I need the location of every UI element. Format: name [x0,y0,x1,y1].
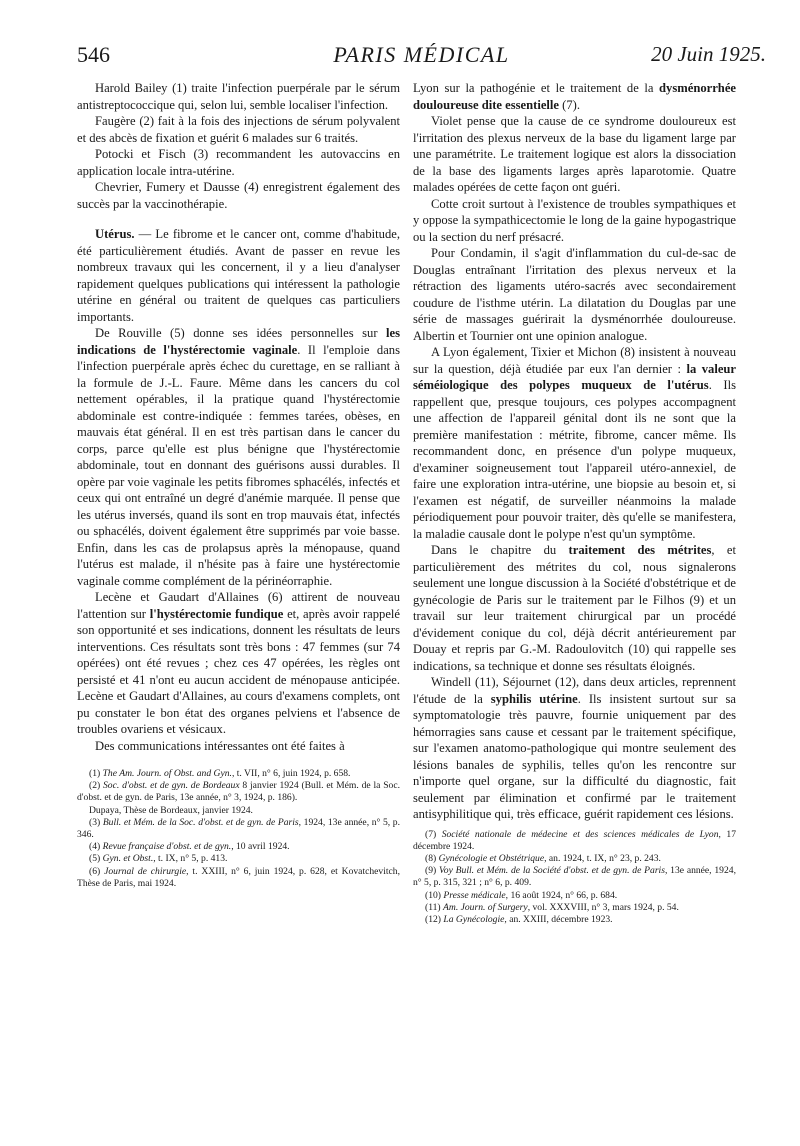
bold-term: traitement des métrites [568,543,712,557]
text: , et particulièrement des métrites du col, nous signalerons seulement une longue discussion à la Société d'obstétrique et de gynécologie de Paris sur le traitement par le Filhos (9) et un travail sur leur traitement chirurgical par un procédé d'évidement conique du col, déjà décrit antérieurement par Douay et repris par G.-M. Radoulovitch (10) qui rappelle ses indications, sa technique et donne ses résultats éloignés. [413,543,737,673]
footnote: (11) Am. Journ. of Surgery, vol. XXXVIII, n° 3, mars 1924, p. 54. [425,901,679,913]
paragraph [77,325,400,589]
paragraph [413,80,736,113]
text: . Ils rappellent que, presque toujours, ces polypes accompagnent une affection de l'appareil génital dont ils ne sont que la première manifestation : métrite, fibrome, cancer même. Ils recommandent donc, en présence d'un polype muqueux, d'examiner soigneusement tout l'appareil utéro-annexiel, de faire une exploration intra-utérine, une biopsie au besoin et, si l'examen est négatif, de surveiller néanmoins la malade périodiquement pour pouvoir traiter, dès qu'elle se manifestera, la maladie causale dont le polype n'est qu'un symptôme. [413,378,737,541]
paragraph: Violet pense que la cause de ce syndrome douloureux est l'irritation des plexus nerveux de la base du ligament large par une paramétrite. Le traitement logique est alors la dissociation de la base des ligaments larges après laparotomie. Quatre malades opérées de cette façon ont guéri. [413,114,736,194]
paragraph: Pour Condamin, il s'agit d'inflammation du cul-de-sac de Douglas entraînant l'irritation des plexus nerveux et la rétraction des ligaments utéro-sacrés avec secondairement coudure de l'isthme utérin. La dilatation du Douglas par une série de massages guérirait la dysménorrhée douloureuse. Albertin et Tournier ont une opinion analogue. [413,246,736,343]
footnote: (8) Gynécologie et Obstétrique, an. 1924, t. IX, n° 23, p. 243. [425,852,661,864]
text: . Ils insistent surtout sur sa symptomatologie très pauvre, fournie uniquement par des hémorragies sans cause et cessant par le traitement spécifique, sur l'examen anatomo-pathologique qui montre seulement des lésions banales de syphilis, telles qu'on les rencontre sur n'importe quel organe, sur la difficulté du diagnostic, fait seulement par élimination et confirmé par le traitement antisyphilitique qui, très efficace, guérit rapidement ces lésions. [413,691,736,821]
paragraph: Chevrier, Fumery et Dausse (4) enregistrent également des succès par la vaccinothérapie. [77,180,400,211]
section-heading: Utérus. [95,227,135,241]
footnote: (4) Revue française d'obst. et de gyn., 10 avril 1924. [89,841,290,853]
text: De Rouville (5) donne ses idées personnelles sur [95,326,386,340]
page-number: 546 [77,42,110,67]
bold-term: les indications de l'hystérectomie vaginale [77,326,400,357]
footnotes-right [413,829,736,927]
footnote: (12) La Gynécologie, an. XXIII, décembre 1923. [425,913,613,925]
bold-term: l'hystérectomie fundique [149,606,284,621]
footnote: (1) The Am. Journ. of Obst. and Gyn., t. VII, n° 6, juin 1924, p. 658. [89,768,351,779]
paragraph [413,542,736,674]
text: A Lyon également, Tixier et Michon (8) insistent à nouveau sur la question, déjà étudiée par eux l'an dernier : [413,345,736,376]
footnote: (7) Société nationale de médecine et des sciences médicales de Lyon, 17 décembre 1924. [413,828,737,852]
footnote: (6) Journal de chirurgie, t. XXIII, n° 6, juin 1924, p. 628, et Kovatchevitch, Thèse de Paris, mai 1924. [77,865,401,889]
paragraph-text: — Le fibrome et le cancer ont, comme d'habitude, été particulièrement étudiés. Avant de passer en revue les nombreux travaux qui les concernent, il y a lieu d'analyser rapidement quelques publications qui intéressent la pathologie utérine en général ou traitent de quelques cas particuliers importants. [77,227,400,324]
text: . Il l'emploie dans l'infection puerpérale après échec du curettage, en se ralliant à la formule de J.-L. Faure. Même dans les cancers du col nettement opérables, il la pratique quand l'hystérectomie abdominale est contre-indiquée : femmes tarées, obèses, en mauvais état général. Il en est très partisan dans le cancer du corps, parce qu'elle est plus bénigne que l'hystérectomie abdominale, tout en donnant des guérisons aussi durables. Il opère par voie vaginale les petits fibromes sphacélés, infectés et ceux qui ont entraîné un degré d'anémie marquée. Il pense que les utérus inversés, quand ils sont en trop mauvais état, infectés ou sphacélés, doivent également être supprimés par voie basse. Enfin, dans les cas de prolapsus après la ménopause, quand l'utérus est malade, il n'hésite pas à faire une hystérectomie vaginale comme complément de la périnéorraphie. [77,342,400,588]
footnotes-left [77,768,400,890]
paragraph [413,344,736,542]
footnote: (10) Presse médicale, 16 août 1924, n° 66, p. 684. [425,889,618,901]
text: (7). [559,97,580,112]
bold-term: la valeur séméiologique des polypes muqueux de l'utérus [413,361,736,392]
footnote: (2) Soc. d'obst. et de gyn. de Bordeaux 8 janvier 1924 (Bull. et Mém. de la Soc. d'obst. et de gyn. de Paris, 13e année, n° 3, 1924, p. 186). [77,780,400,804]
paragraph: Potocki et Fisch (3) recommandent les autovaccins en application locale intra-utérine. [77,147,400,178]
text: Windell (11), Séjournet (12), dans deux articles, reprennent l'étude de la [413,675,736,706]
paragraph: Cotte croit surtout à l'existence de troubles sympathiques et y oppose la sympathicectomie le long de la gaine hypogastrique ou la section du nerf présacré. [413,196,736,244]
section-uterus [77,226,400,325]
text: Dans le chapitre du [431,543,569,557]
bold-term: dysménorrhée douloureuse dite essentielle [413,81,736,112]
footnote: (3) Bull. et Mém. de la Soc. d'obst. et de gyn. de Paris, 1924, 13e année, n° 5, p. 346. [77,816,400,841]
footnote: (5) Gyn. et Obst., t. IX, n° 5, p. 413. [89,853,228,865]
paragraph [77,589,400,738]
bold-term: syphilis utérine [490,691,578,706]
paragraph [413,674,736,823]
footnote: (9) Voy Bull. et Mém. de la Société d'obst. et de gyn. de Paris, 13e année, 1924, n° 5, p. 315, 321 ; n° 6, p. 409. [413,865,736,889]
journal-title: PARIS MÉDICAL [333,42,510,67]
paragraph: Des communications intéressantes ont été faites à [95,738,345,753]
text: et, après avoir rappelé son opportunité et ses indications, donnent les résultats de leurs interventions. Ces résultats sont très bons : 47 femmes (sur 74 opérées) ont été revues ; chez ces 47 opérées, les règles ont persisté et 41 n'ont eu aucun accident de ménopause anticipée. Lecène et Gaudart d'Allaines, au cours d'examens complets, ont pu constater le bon état des organes pelviens et l'absence de troubles ovariens et vésicaux. [77,606,401,736]
paragraph: Harold Bailey (1) traite l'infection puerpérale par le sérum antistreptococcique qui, selon lui, semble localiser l'infection. [77,81,400,112]
footnote: Dupaya, Thèse de Bordeaux, janvier 1924. [89,804,253,816]
issue-date: 20 Juin 1925. [651,42,766,66]
paragraph: Faugère (2) fait à la fois des injections de sérum polyvalent et des abcès de fixation et guérit 6 malades sur 6 traités. [77,114,400,145]
left-column [77,80,400,890]
page-header [77,42,766,72]
right-column [413,80,736,926]
text: Lecène et Gaudart d'Allaines (6) attirent de nouveau l'attention sur [77,590,400,621]
text: Lyon sur la pathogénie et le traitement de la [413,81,660,95]
